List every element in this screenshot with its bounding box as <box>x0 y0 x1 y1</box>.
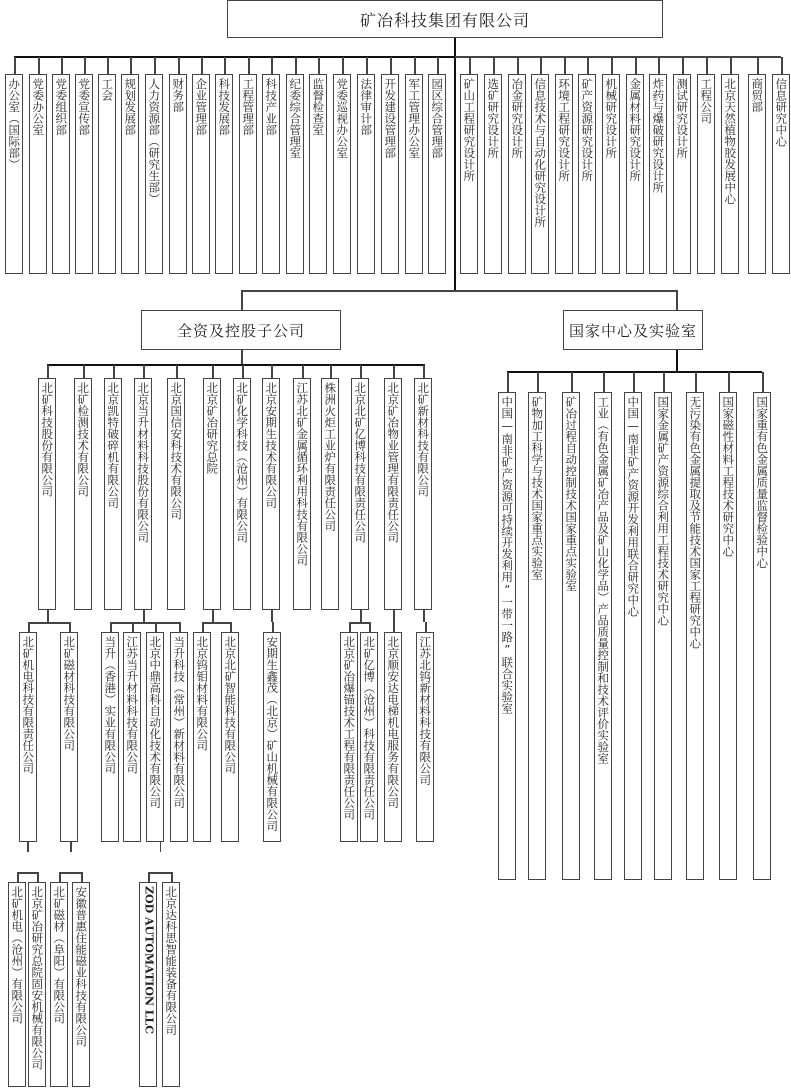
connector-line <box>271 610 273 622</box>
department-box <box>29 74 47 274</box>
connector-line <box>507 372 509 392</box>
connector-line <box>241 350 243 365</box>
connector-line <box>781 57 783 74</box>
lab-box-label: 中国—南非矿产资源可持续开发利用“一带一路”联合实验室 <box>500 396 515 714</box>
department-box <box>381 74 399 274</box>
subcompany-box <box>193 632 211 842</box>
department-box-label: 金属材料研究设计所 <box>628 78 643 182</box>
subcompany-box-label: 江苏当升材料科技有限公司 <box>125 636 140 774</box>
company-box <box>384 378 402 610</box>
subcompany-box <box>146 632 164 842</box>
company-box <box>321 378 339 610</box>
department-box <box>721 74 739 274</box>
lab-box-label: 国家重有色金属质量监督检验中心 <box>755 396 770 569</box>
department-box <box>145 74 163 274</box>
connector-line <box>540 57 542 74</box>
lab-box <box>528 392 546 880</box>
connector-line <box>171 872 173 882</box>
company-box <box>414 378 432 610</box>
connector-line <box>28 622 30 632</box>
connector-line <box>302 365 304 378</box>
connector-line <box>611 57 613 74</box>
connector-line <box>342 57 344 74</box>
department-box <box>602 74 620 274</box>
connector-line <box>564 57 566 74</box>
company-box-label: 北矿检测技术有限公司 <box>76 382 91 497</box>
company-box-label: 北矿化学科技（沧州）有限公司 <box>235 382 250 543</box>
connector-line <box>360 365 362 378</box>
subcompany-box-label: 北京达科思智能装备有限公司 <box>164 886 179 1036</box>
national-group-box <box>563 310 703 350</box>
lab-box-label: 国家金属矿产资源综合利用工程技术研究中心 <box>656 396 671 626</box>
department-box-label: 科技发展部 <box>217 78 232 136</box>
connector-line <box>59 872 61 882</box>
department-box-label: 纪委综合管理室 <box>288 78 303 159</box>
connector-line <box>730 57 732 74</box>
connector-line <box>130 57 132 74</box>
department-box <box>460 74 478 274</box>
company-box-label: 北矿新材科技有限公司 <box>416 382 431 497</box>
subcompany-box <box>72 882 90 1087</box>
connector-line <box>366 57 368 74</box>
connector-line <box>271 365 273 378</box>
connector-line <box>178 57 180 74</box>
connector-line <box>202 622 230 624</box>
connector-line <box>113 365 115 378</box>
connector-line <box>143 365 145 378</box>
department-box-label: 商贸部 <box>750 78 765 113</box>
department-box <box>748 74 766 274</box>
department-box <box>75 74 93 274</box>
subcompany-box-label: 北京顺安达电梯机电服务有限公司 <box>386 636 401 809</box>
company-box-label: 北京安期生技术有限公司 <box>264 382 279 509</box>
lab-box <box>562 392 580 880</box>
connector-line <box>242 365 244 378</box>
company-box-label: 北京矿冶研究总院 <box>205 382 220 474</box>
subcompany-box-label: 江苏北钨新材料科技有限公司 <box>418 636 433 786</box>
department-box <box>215 74 233 274</box>
subcompany-box <box>340 632 358 842</box>
connector-line <box>318 57 320 74</box>
connector-line <box>230 622 232 632</box>
department-box <box>192 74 210 274</box>
connector-line <box>493 57 495 74</box>
company-box <box>104 378 122 610</box>
department-box-label: 矿山工程研究设计所 <box>462 78 477 182</box>
subcompany-box-label: 北矿磁材（阜阳）有限公司 <box>52 886 67 1024</box>
connector-line <box>517 57 519 74</box>
department-box-label: 法律审计部 <box>359 78 374 136</box>
foreign-subcompany-box <box>139 882 157 1087</box>
subcompany-box-label: 北京矿冶爆锚技术工程有限责任公司 <box>342 636 357 820</box>
connector-line <box>212 365 214 378</box>
subcompany-box-label: 北京钨钼材料有限公司 <box>195 636 210 751</box>
subcompany-box-label: 北京矿冶研究总院固安机械有限公司 <box>30 886 45 1070</box>
connector-line <box>663 372 665 392</box>
connector-line <box>212 610 214 622</box>
connector-line <box>37 872 39 882</box>
connector-line <box>271 57 273 74</box>
department-box-label: 工会 <box>100 78 115 101</box>
department-box-label: 人力资源部（研究生部） <box>147 78 162 205</box>
company-box <box>293 378 311 610</box>
company-box <box>74 378 92 610</box>
connector-line <box>360 610 362 622</box>
connector-line <box>59 872 81 874</box>
connector-line <box>455 56 781 58</box>
connector-line <box>201 57 203 74</box>
subcompany-box <box>60 632 78 842</box>
department-box-label: 矿产资源研究设计所 <box>580 78 595 182</box>
department-box <box>239 74 257 274</box>
company-box-label: 江苏北矿金属循环利用科技有限公司 <box>295 382 310 566</box>
subcompany-box-label: 北矿亿博（沧州）科技有限责任公司 <box>362 636 377 820</box>
connector-line <box>107 57 109 74</box>
root-label: 矿冶科技集团有限公司 <box>359 10 530 30</box>
connector-line <box>47 610 49 622</box>
connector-line <box>437 57 439 74</box>
connector-line <box>369 622 371 632</box>
lab-box <box>753 392 771 880</box>
company-box <box>134 378 152 610</box>
subcompany-box-label: 安期生鑫茂（北京）矿山机械有限公司 <box>265 636 280 832</box>
department-box <box>262 74 280 274</box>
connector-line <box>695 372 697 392</box>
department-box-label: 机械研究设计所 <box>604 78 619 159</box>
company-box <box>203 378 221 610</box>
lab-box <box>719 392 737 880</box>
department-box-label: 党委组织部 <box>54 78 69 136</box>
connector-line <box>633 372 635 392</box>
connector-line <box>414 57 416 74</box>
department-box <box>578 74 596 274</box>
department-box <box>508 74 526 274</box>
root-box <box>227 0 663 38</box>
department-box-label: 环境工程研究设计所 <box>557 78 572 182</box>
lab-box-label: 矿物加工科学与技术国家重点实验室 <box>530 396 545 580</box>
connector-line <box>27 842 29 852</box>
connector-line <box>14 57 16 74</box>
connector-line <box>728 372 730 392</box>
connector-line <box>330 365 332 378</box>
department-box-label: 党委宣传部 <box>77 78 92 136</box>
company-box-label: 北京矿冶物业管理有限责任公司 <box>386 382 401 543</box>
department-box-label: 企业管理部 <box>194 78 209 136</box>
subcompany-box <box>123 632 141 842</box>
connector-line <box>390 57 392 74</box>
lab-box <box>654 392 672 880</box>
connector-line <box>179 622 181 632</box>
connector-line <box>454 38 456 290</box>
national-group-label: 国家中心及实验室 <box>568 321 697 340</box>
subcompany-box-label: 安徽普惠住能磁业科技有限公司 <box>74 886 89 1047</box>
subcompany-box <box>19 632 37 842</box>
department-box <box>405 74 423 274</box>
connector-line <box>272 622 274 632</box>
lab-box-label: 无污染有色金属提取及节能技术国家工程研究中心 <box>688 396 703 649</box>
connector-line <box>154 57 156 74</box>
subcompany-box <box>221 632 239 842</box>
subcompany-box-label: 北矿机电（沧州）有限公司 <box>10 886 25 1024</box>
department-box <box>98 74 116 274</box>
connector-line <box>423 610 425 622</box>
department-box <box>555 74 573 274</box>
connector-line <box>393 622 395 632</box>
connector-line <box>241 290 676 292</box>
subcompany-box-label: 北京中鼎高科自动化技术有限公司 <box>148 636 163 809</box>
foreign-subcompany-box-label: ZOD AUTOMATION LLC <box>142 886 156 1035</box>
connector-line <box>603 372 605 392</box>
connector-line <box>155 622 157 632</box>
lab-box <box>624 392 642 880</box>
connector-line <box>47 365 49 378</box>
company-box-label: 北京北矿亿博科技有限责任公司 <box>353 382 368 543</box>
department-box <box>333 74 351 274</box>
department-box <box>5 74 23 274</box>
department-box <box>169 74 187 274</box>
connector-line <box>469 57 471 74</box>
subcompany-box <box>360 632 378 842</box>
department-box-label: 测试研究设计所 <box>675 78 690 159</box>
connector-line <box>425 622 427 632</box>
connector-line <box>84 57 86 74</box>
connector-line <box>349 622 351 632</box>
connector-line <box>423 365 425 378</box>
company-box <box>38 378 56 610</box>
connector-line <box>248 57 250 74</box>
department-box-label: 工程公司 <box>699 78 714 124</box>
company-box <box>233 378 251 610</box>
subcompany-box <box>28 882 46 1087</box>
connector-line <box>61 57 63 74</box>
connector-line <box>143 610 145 622</box>
company-box <box>351 378 369 610</box>
connector-line <box>70 842 72 852</box>
company-box-label: 株洲火炬工业炉有限责任公司 <box>323 382 338 532</box>
company-box-label: 北京当升材料科技股份有限公司 <box>136 382 151 543</box>
connector-line <box>110 622 179 624</box>
connector-line <box>148 872 150 882</box>
department-box <box>484 74 502 274</box>
department-box <box>121 74 139 274</box>
connector-line <box>38 57 40 74</box>
connector-line <box>537 372 539 392</box>
department-box <box>428 74 446 274</box>
connector-line <box>83 365 85 378</box>
department-box-label: 开发建设管理部 <box>383 78 398 159</box>
department-box <box>772 74 790 274</box>
subcompany-box <box>263 632 281 842</box>
lab-box <box>498 392 516 880</box>
lab-box <box>686 392 704 880</box>
subcompany-box-label: 当升科技（常州）新材料有限公司 <box>172 636 187 809</box>
connector-line <box>393 365 395 378</box>
department-box <box>52 74 70 274</box>
company-box <box>262 378 280 610</box>
connector-line <box>587 57 589 74</box>
lab-box-label: 矿冶过程自动控制技术国家重点实验室 <box>564 396 579 592</box>
subcompany-box <box>8 882 26 1087</box>
connector-line <box>658 57 660 74</box>
connector-line <box>676 290 678 310</box>
department-box-label: 办公室（国际部） <box>7 78 22 170</box>
department-box <box>697 74 715 274</box>
connector-line <box>17 872 19 882</box>
department-box-label: 军工管理办公室 <box>407 78 422 159</box>
department-box-label: 信息技术与自动化研究设计所 <box>533 78 548 228</box>
department-box-label: 监督检查室 <box>311 78 326 136</box>
connector-line <box>202 622 204 632</box>
connector-line <box>17 872 37 874</box>
department-box-label: 财务部 <box>171 78 186 113</box>
department-box <box>309 74 327 274</box>
connector-line <box>757 57 759 74</box>
connector-line <box>148 872 171 874</box>
connector-line <box>160 842 162 852</box>
connector-line <box>224 57 226 74</box>
department-box <box>626 74 644 274</box>
subcompany-box <box>162 882 180 1087</box>
subcompany-box <box>101 632 119 842</box>
department-box-label: 北京天然植物胶发展中心 <box>723 78 738 205</box>
connector-line <box>176 365 178 378</box>
lab-box-label: 工业（有色金属矿冶产品及矿山化学品）产品质量控制和技术评价实验室 <box>596 396 611 764</box>
connector-line <box>706 57 708 74</box>
department-box-label: 科技产业部 <box>264 78 279 136</box>
lab-box <box>594 392 612 880</box>
connector-line <box>81 872 83 882</box>
connector-line <box>393 610 395 622</box>
department-box-label: 选矿研究设计所 <box>486 78 501 159</box>
connector-line <box>635 57 637 74</box>
department-box <box>673 74 691 274</box>
company-box-label: 北矿科技股份有限公司 <box>40 382 55 497</box>
connector-line <box>682 57 684 74</box>
connector-line <box>762 372 764 392</box>
subsidiaries-group-box <box>141 310 341 350</box>
subcompany-box <box>384 632 402 842</box>
connector-line <box>241 290 243 310</box>
company-box-label: 北京国信安科技术有限公司 <box>169 382 184 520</box>
department-box-label: 信息研究中心 <box>774 78 789 147</box>
company-box <box>167 378 185 610</box>
connector-line <box>571 372 573 392</box>
department-box-label: 园区综合管理部 <box>430 78 445 159</box>
connector-line <box>14 56 455 58</box>
subcompany-box-label: 北京北矿智能科技有限公司 <box>223 636 238 774</box>
connector-line <box>47 364 425 366</box>
lab-box-label: 中国—南非矿产资源开发利用联合研究中心 <box>626 396 641 617</box>
department-box-label: 炸药与爆破研究设计所 <box>651 78 666 193</box>
subcompany-box <box>50 882 68 1087</box>
department-box-label: 规划发展部 <box>123 78 138 136</box>
department-box-label: 党委办公室 <box>31 78 46 136</box>
subcompany-box <box>416 632 434 842</box>
connector-line <box>69 622 71 632</box>
connector-line <box>349 622 369 624</box>
subsidiaries-group-label: 全资及控股子公司 <box>176 321 305 340</box>
department-box <box>357 74 375 274</box>
department-box <box>531 74 549 274</box>
department-box-label: 工程管理部 <box>241 78 256 136</box>
connector-line <box>110 622 112 632</box>
department-box-label: 党委巡视办公室 <box>335 78 350 159</box>
subcompany-box-label: 北矿机电科技有限责任公司 <box>21 636 36 774</box>
connector-line <box>676 350 678 372</box>
connector-line <box>507 371 762 373</box>
department-box <box>286 74 304 274</box>
connector-line <box>295 57 297 74</box>
lab-box-label: 国家磁性材料工程技术研究中心 <box>721 396 736 557</box>
subcompany-box-label: 当升（香港）实业有限公司 <box>103 636 118 774</box>
department-box-label: 冶金研究设计所 <box>510 78 525 159</box>
subcompany-box-label: 北矿磁材科技有限公司 <box>62 636 77 751</box>
company-box-label: 北京凯特破碎机有限公司 <box>106 382 121 509</box>
subcompany-box <box>170 632 188 842</box>
connector-line <box>28 622 69 624</box>
department-box <box>649 74 667 274</box>
connector-line <box>132 622 134 632</box>
